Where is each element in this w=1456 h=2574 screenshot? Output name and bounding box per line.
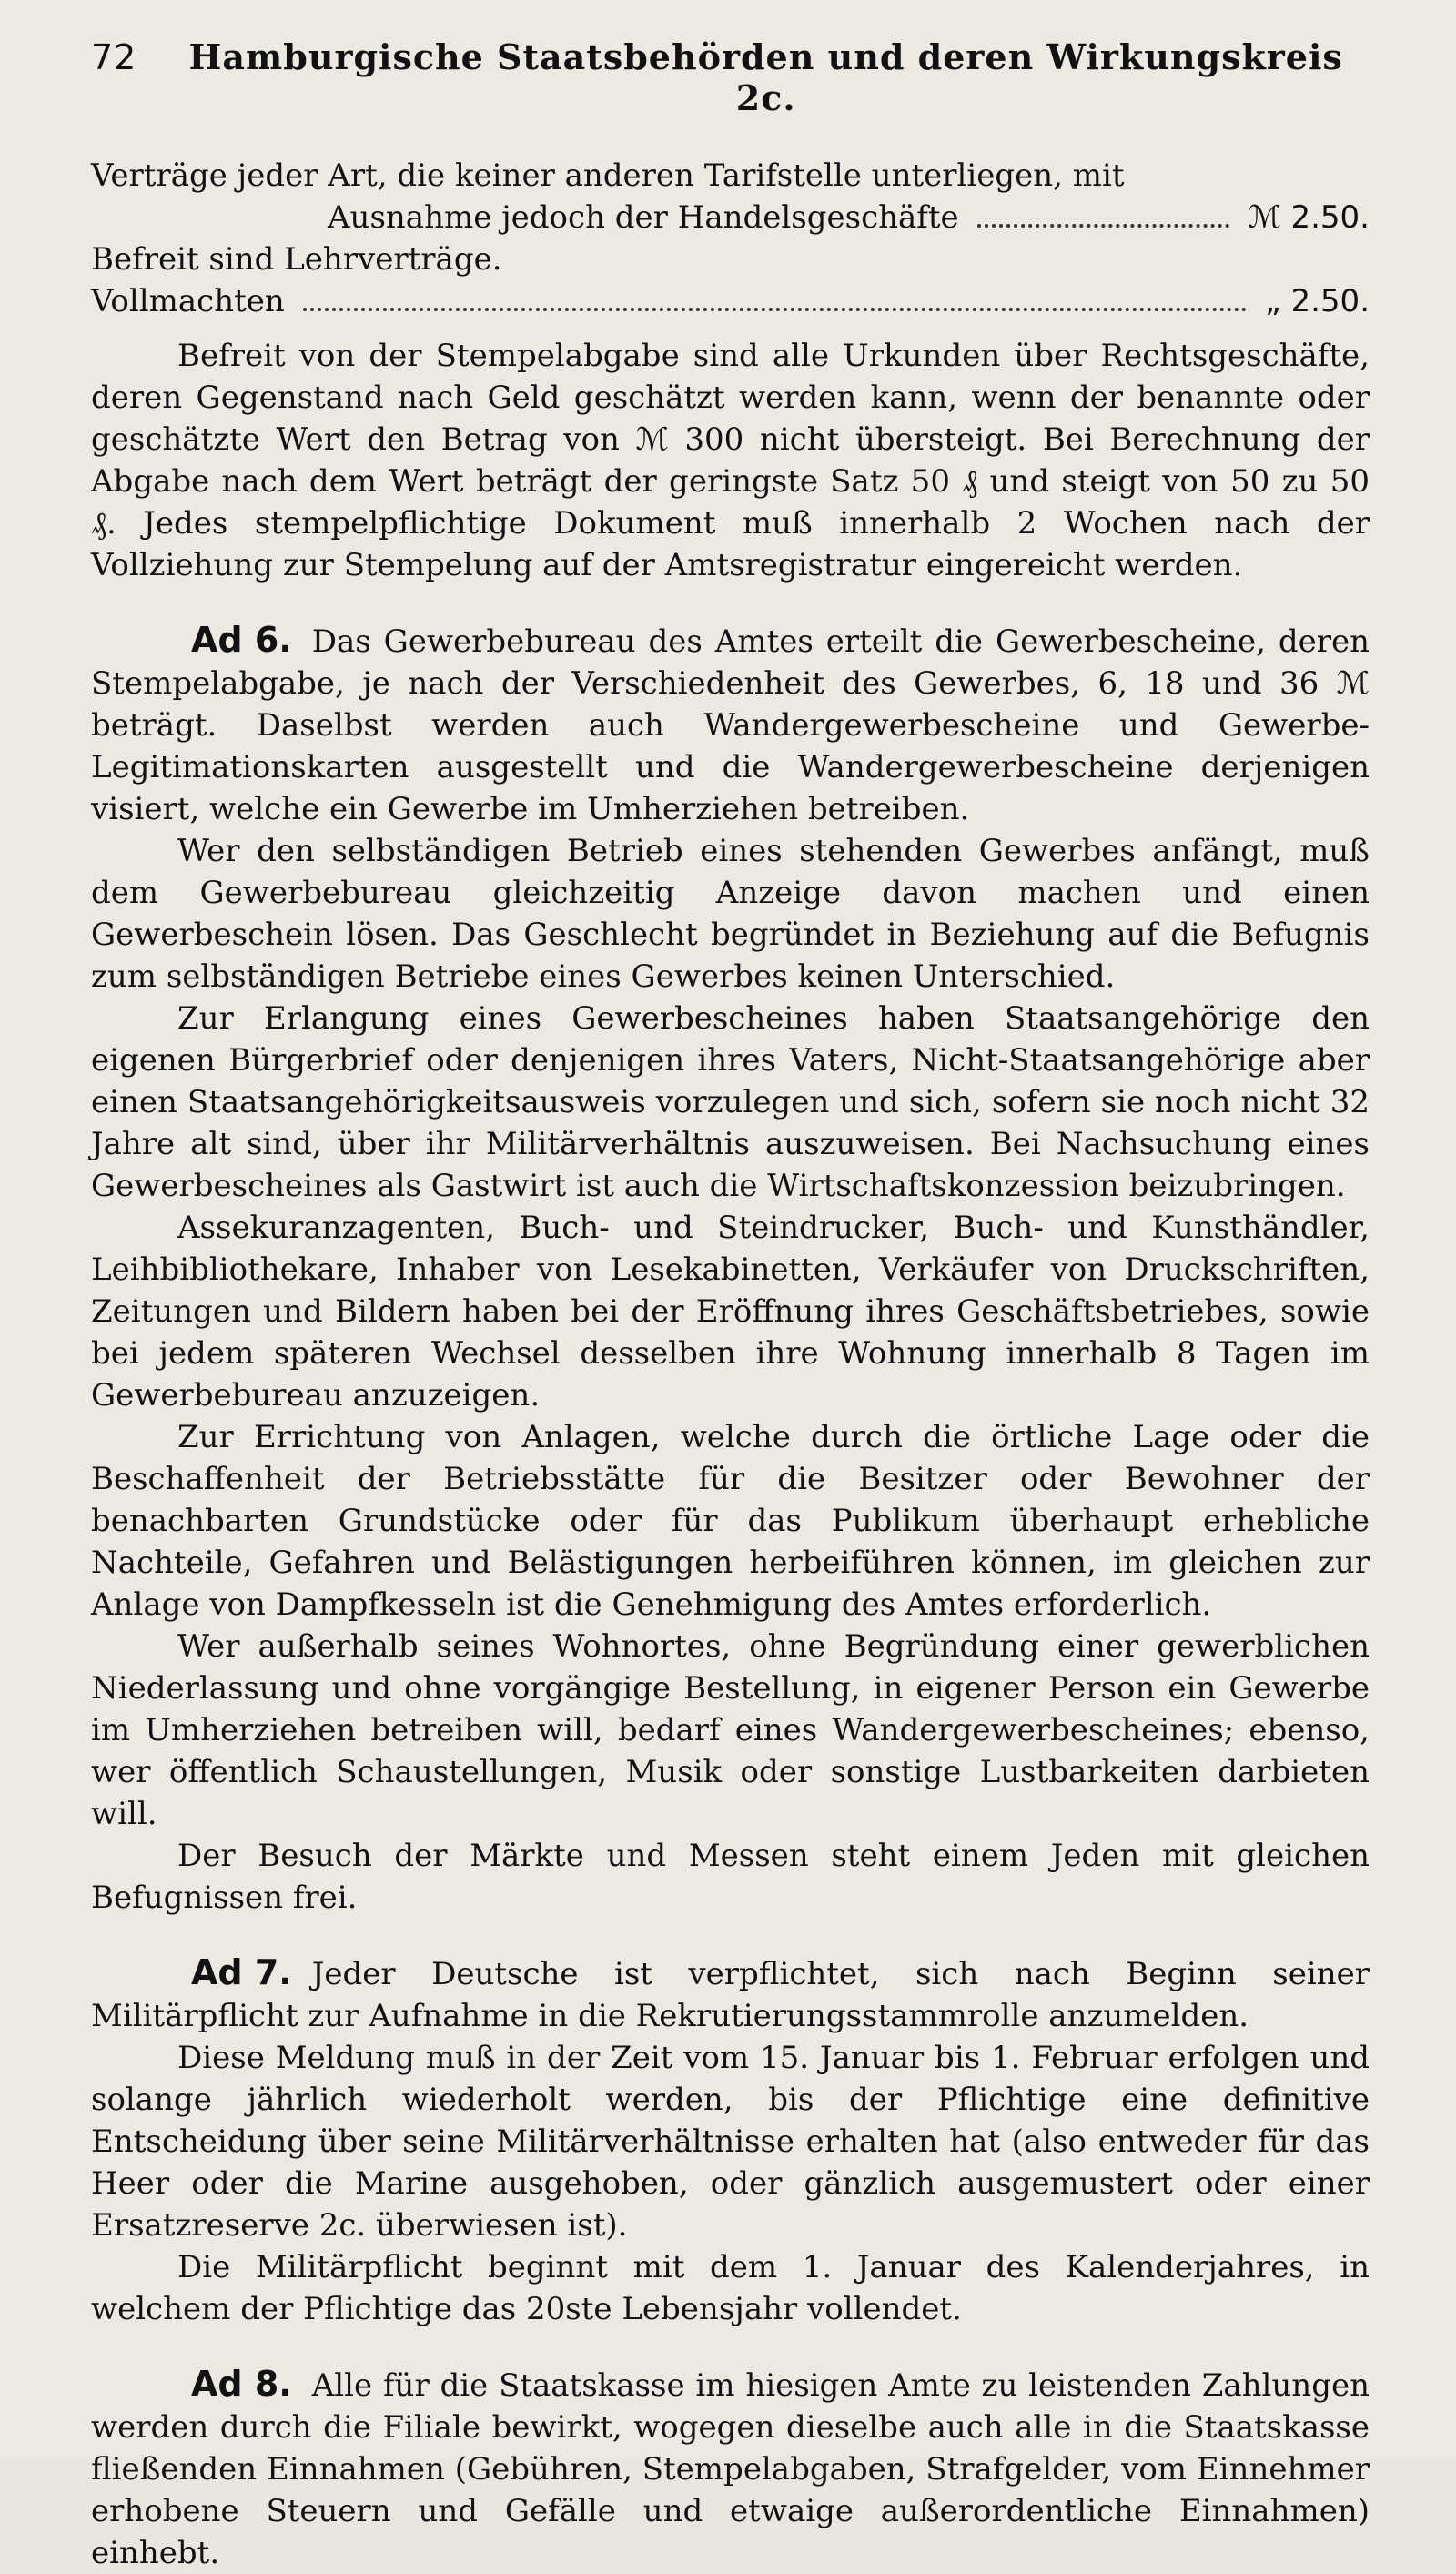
leader-dots — [977, 224, 1230, 228]
paragraph: Wer den selbständigen Betrieb eines stehenden Gewerbes anfängt, muß dem Gewerbebureau gleichzeitig Anzeige davon machen und einen Gewerbeschein lösen. Das Geschlecht begründet in Beziehung auf die Befugnis zum selbständigen Betriebe eines Gewerbes keinen Unterschied. — [91, 833, 1370, 995]
paragraph: Die Militärpflicht beginnt mit dem 1. Januar des Kalenderjahres, in welchem der Pflichtige das 20ste Lebensjahr vollendet. — [91, 2249, 1370, 2327]
page-number: 72 — [91, 37, 137, 77]
fee-amount: ℳ 2.50. — [1248, 199, 1370, 236]
fee-label: Ausnahme jedoch der Handelsgeschäfte — [328, 199, 959, 236]
fee-row-contracts-line2 — [91, 197, 1370, 238]
paragraph-text: Jeder Deutsche ist verpflichtet, sich nach Beginn seiner Militärpflicht zur Aufnahme in die Rekrutierungsstammrolle anzumelden. — [91, 1956, 1370, 2034]
fee-row-contracts-line1 — [91, 155, 1370, 197]
paragraph-text: Das Gewerbebureau des Amtes erteilt die Gewerbescheine, deren Stempelabgabe, je nach der Verschiedenheit des Gewerbes, 6, 18 und 36 ℳ beträgt. Daselbst werden auch Wandergewerbescheine und Gewerbe-Legitimationskarten ausgestellt und die Wandergewerbescheine derjenigen visiert, welche ein Gewerbe im Umherziehen betreiben. — [91, 623, 1370, 827]
fee-label: Verträge jeder Art, die keiner anderen Tarifstelle unterliegen, mit — [91, 157, 1125, 194]
section-label: Ad 8. — [191, 2364, 292, 2404]
running-head — [91, 36, 1370, 118]
section-ad-7 — [91, 1951, 1370, 2330]
section-ad-8 — [91, 2363, 1370, 2574]
stamp-duty-paragraph: Befreit von der Stempelabgabe sind alle Urkunden über Rechtsgeschäfte, deren Gegenstand nach Geld geschätzt werden kann, wenn der benannte oder geschätzte Wert den Betrag von ℳ 300 nicht übersteigt. Bei Berechnung der Abgabe nach dem Wert beträgt der geringste Satz 50 ₰ und steigt von 50 zu 50 ₰. Jedes stempelpflichtige Dokument muß innerhalb 2 Wochen nach der Vollziehung zur Stempelung auf der Amtsregistratur eingereicht werden. — [91, 338, 1370, 583]
running-title: Hamburgische Staatsbehörden und deren Wirkungskreis 2c. — [188, 36, 1343, 118]
section-label: Ad 7. — [191, 1952, 292, 1992]
section-label: Ad 6. — [191, 620, 292, 660]
fee-label: Vollmachten — [91, 283, 285, 319]
fee-list — [91, 155, 1370, 322]
leader-dots — [303, 308, 1247, 311]
paragraph: Zur Erlangung eines Gewerbescheines haben Staatsangehörige den eigenen Bürgerbrief oder denjenigen ihres Vaters, Nicht-Staatsangehörige aber einen Staatsangehörigkeitsausweis vorzulegen und sich, sofern sie noch nicht 32 Jahre alt sind, über ihr Militärverhältnis auszuweisen. Bei Nachsuchung eines Gewerbescheines als Gastwirt ist auch die Wirtschaftskonzession beizubringen. — [91, 1000, 1370, 1204]
fee-exemption-note: Befreit sind Lehrverträge. — [91, 241, 502, 278]
fee-row-powers-of-attorney — [91, 280, 1370, 322]
section-first-paragraph — [91, 619, 1370, 830]
paragraph: Der Besuch der Märkte und Messen steht einem Jeden mit gleichen Befugnissen frei. — [91, 1838, 1370, 1916]
paragraph: Wer außerhalb seines Wohnortes, ohne Begründung einer gewerblichen Niederlassung und ohne vorgängige Bestellung, in eigener Person ein Gewerbe im Umherziehen betreiben will, bedarf eines Wandergewerbescheines; ebenso, wer öffentlich Schaustellungen, Musik oder sonstige Lustbarkeiten darbieten will. — [91, 1628, 1370, 1832]
section-first-paragraph — [91, 2363, 1370, 2574]
fee-amount: „ 2.50. — [1265, 283, 1370, 319]
paragraph: Assekuranzagenten, Buch- und Steindrucker, Buch- und Kunsthändler, Leihbibliothekare, Inhaber von Lesekabinetten, Verkäufer von Druckschriften, Zeitungen und Bildern haben bei der Eröffnung ihres Geschäftsbetriebes, sowie bei jedem späteren Wechsel desselben ihre Wohnung innerhalb 8 Tagen im Gewerbebureau anzuzeigen. — [91, 1210, 1370, 1414]
paragraph: Diese Meldung muß in der Zeit vom 15. Januar bis 1. Februar erfolgen und solange jährlich wiederholt werden, bis der Pflichtige eine definitive Entscheidung über seine Militärverhältnisse erhalten hat (also entweder für das Heer oder die Marine ausgehoben, oder gänzlich ausgemustert oder einer Ersatzreserve 2c. überwiesen ist). — [91, 2040, 1370, 2244]
section-first-paragraph — [91, 1951, 1370, 2037]
paragraph: Zur Errichtung von Anlagen, welche durch die örtliche Lage oder die Beschaffenheit der Betriebsstätte für die Besitzer oder Bewohner der benachbarten Grundstücke oder für das Publikum überhaupt erhebliche Nachteile, Gefahren und Belästigungen herbeiführen können, im gleichen zur Anlage von Dampfkesseln ist die Genehmigung des Amtes erforderlich. — [91, 1419, 1370, 1623]
paragraph-text: Alle für die Staatskasse im hiesigen Amte zu leistenden Zahlungen werden durch die Filiale bewirkt, wogegen dieselbe auch alle in die Staatskasse fließenden Einnahmen (Gebühren, Stempelabgaben, Strafgelder, vom Einnehmer erhobene Steuern und Gefälle und etwaige außerordentliche Einnahmen) einhebt. — [91, 2367, 1370, 2571]
section-ad-6 — [91, 619, 1370, 1919]
